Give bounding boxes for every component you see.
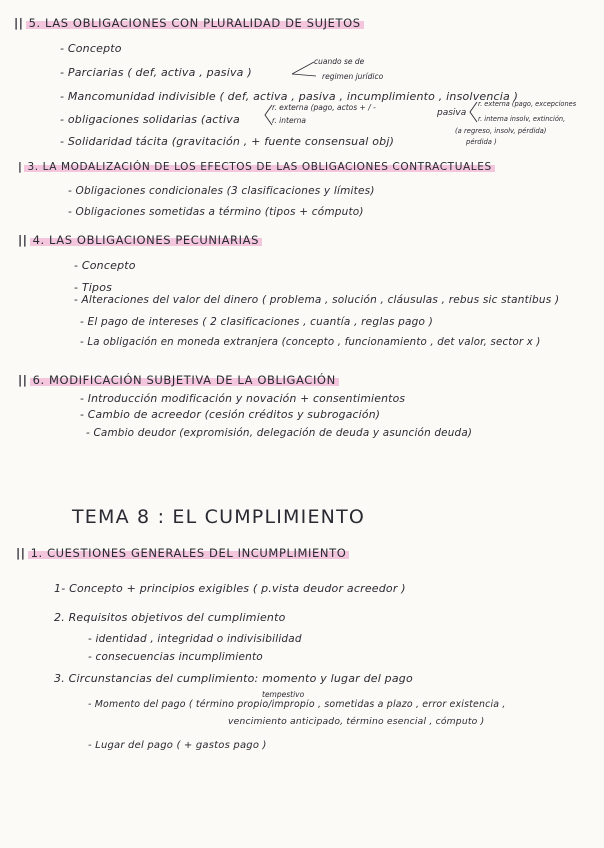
s6-item-cambio-acreedor: - Cambio de acreedor (cesión créditos y subrogación) [80, 408, 381, 421]
brace-pasiva [468, 101, 478, 123]
section-4-title: 4. LAS OBLIGACIONES PECUNIARIAS [30, 233, 262, 247]
s1-point-2b: - consecuencias incumplimiento [88, 651, 263, 663]
s1-point-2a: - identidad , integridad o indivisibilidad [88, 633, 302, 645]
s5-item-parciarias: - Parciarias ( def, activa , pasiva ) [60, 66, 252, 79]
s3-item-termino: - Obligaciones sometidas a término (tipos + cómputo) [68, 206, 364, 218]
connector-arrow [290, 60, 320, 78]
s1-point-3: 3. Circunstancias del cumplimiento: momento y lugar del pago [54, 672, 413, 685]
s5-item-solidarias: - obligaciones solidarias (activa [60, 113, 240, 126]
s4-item-concepto: - Concepto [74, 259, 136, 272]
s1-point-3a-cont: vencimiento anticipado, término esencial , cómputo ) [228, 716, 485, 727]
sol-relacion-externa: r. externa (pago, actos + / - [272, 103, 376, 112]
section-4-marker: || [18, 233, 28, 247]
tema-8-title: TEMA 8 : EL CUMPLIMIENTO [72, 506, 366, 528]
section-3-title: 3. LA MODALIZACIÓN DE LOS EFECTOS DE LAS OBLIGACIONES CONTRACTUALES [24, 161, 494, 173]
pasiva-perdida: pérdida ) [466, 138, 497, 146]
s1-point-2: 2. Requisitos objetivos del cumplimiento [54, 611, 286, 624]
note-cuando-se-de: cuando se de [314, 57, 365, 66]
section-3-heading [18, 162, 495, 173]
section-1-heading [16, 548, 349, 560]
section-5-title: 5. LAS OBLIGACIONES CON PLURALIDAD DE SUJETOS [26, 16, 364, 30]
s6-item-cambio-deudor: - Cambio deudor (expromisión, delegación de deuda y asunción deuda) [86, 427, 473, 439]
section-6-marker: || [18, 373, 28, 387]
s1-point-3b: - Lugar del pago ( + gastos pago ) [88, 740, 267, 751]
section-1-marker: || [16, 546, 26, 560]
section-6-title: 6. MODIFICACIÓN SUBJETIVA DE LA OBLIGACIÓN [30, 373, 339, 387]
s1-point-1: 1- Concepto + principios exigibles ( p.vista deudor acreedor ) [54, 582, 406, 595]
s5-item-concepto: - Concepto [60, 42, 122, 55]
s1-point-3a: - Momento del pago ( término propio/impropio , sometidas a plazo , error existencia , [88, 699, 506, 710]
s5-item-mancomunidad: - Mancomunidad indivisible ( def, activa , pasiva , incumplimiento , insolvencia ) [60, 90, 519, 103]
s3-item-condicionales: - Obligaciones condicionales (3 clasificaciones y límites) [68, 185, 375, 197]
section-4-heading [18, 235, 262, 247]
s1-tempestivo-note: tempestivo [262, 690, 305, 699]
s4-item-moneda-extranjera: - La obligación en moneda extranjera (concepto , funcionamiento , det valor, sector x ) [80, 337, 541, 348]
s4-item-tipos: - Tipos [74, 281, 113, 294]
pasiva-regreso: (a regreso, insolv, pérdida) [455, 127, 547, 135]
sol-relacion-interna: r. interna [272, 116, 306, 125]
section-1-title: 1. CUESTIONES GENERALES DEL INCUMPLIMIENTO [28, 546, 350, 560]
s4-item-alteraciones: - Alteraciones del valor del dinero ( problema , solución , cláusulas , rebus sic stantibus ) [74, 294, 560, 306]
pasiva-relacion-externa: r. externa (pago, excepciones [478, 100, 577, 108]
section-5-marker: || [14, 16, 24, 30]
note-regimen-juridico: regimen jurídico [322, 72, 384, 81]
s6-item-introduccion: - Introducción modificación y novación + consentimientos [80, 392, 406, 405]
section-6-heading [18, 375, 339, 387]
pasiva-label: pasiva [437, 108, 467, 118]
pasiva-relacion-interna: r. interna insolv, extinción, [478, 115, 566, 123]
s4-item-intereses: - El pago de intereses ( 2 clasificaciones , cuantía , reglas pago ) [80, 316, 433, 328]
section-3-marker: | [18, 161, 23, 173]
section-5-heading [14, 18, 364, 30]
s5-item-solidaridad-tacita: - Solidaridad tácita (gravitación , + fuente consensual obj) [60, 135, 395, 148]
